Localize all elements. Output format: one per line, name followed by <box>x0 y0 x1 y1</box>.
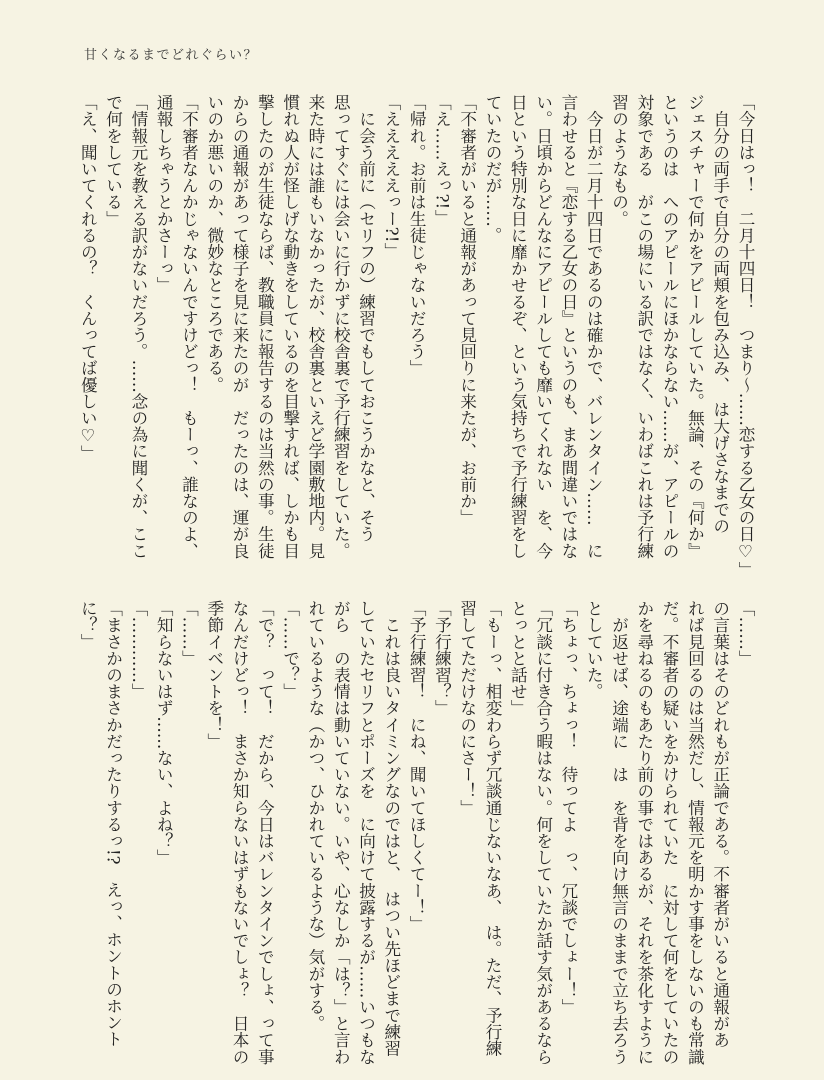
text-line: 「予行練習？」 <box>432 600 452 717</box>
text-line: いのか悪いのか、微妙なところである。 <box>204 94 224 393</box>
text-line: 「…………」 <box>128 600 148 700</box>
text-line: 「もーっ、相変わらず冗談通じないなあ、 は。ただ、予行練 <box>483 600 503 1057</box>
text-line: 「え……えっ?!」 <box>432 94 452 226</box>
text-line: に？」 <box>78 600 98 650</box>
text-line: 撃したのが生徒ならば、教職員に報告するのは当然の事。生徒 <box>255 94 275 559</box>
text-line: 習のようなもの。 <box>609 94 629 227</box>
text-line: に会う前に（セリフの）練習でもしておこうかなと、そう <box>356 94 376 543</box>
text-line: 「情報元を教える訳がないだろう。……念の為に聞くが、ここ <box>128 94 148 559</box>
text-line: で何をしている」 <box>103 94 123 227</box>
text-line: 「えええええっー?!」 <box>381 94 401 259</box>
text-line: 習してただけなのにさー！」 <box>457 600 477 816</box>
text-line: ていたのだが……。 <box>483 94 503 244</box>
text-line: とっとと話せ」 <box>508 600 528 717</box>
text-line: 「え、聞いてくれるの？ くんってば優しい♡」 <box>78 94 98 462</box>
text-line: 「知らないはず……ない、よね？」 <box>154 600 174 866</box>
text-line: 自分の両手で自分の両頬を包み込み、 は大げさなまでの <box>710 94 730 534</box>
text-line: 「……」 <box>736 600 755 667</box>
text-line: い。日頃からどんなにアピールしても靡いてくれない を、今 <box>533 94 553 559</box>
text-line: かを尋ねるのもあたり前の事ではあるが、それを茶化すように <box>634 600 654 1065</box>
running-header-title: 甘くなるまでどれぐらい？ <box>84 48 259 63</box>
text-line: ジェスチャーで何かをアピールしていた。無論、その『何か』 <box>685 94 705 559</box>
text-line: 「まさかのまさかだったりするっ!? えっ、ホントのホント <box>103 600 123 1048</box>
text-line: 「不審者なんかじゃないんですけどっ！ もーっ、誰なのよ、 <box>179 94 199 559</box>
text-line: 季節イベントを！」 <box>204 600 224 750</box>
text-line: 「で？ って！ だから、今日はバレンタインでしょ、って事 <box>255 600 275 1065</box>
text-line: れているような（かつ、ひかれているような）気がする。 <box>305 600 325 1032</box>
text-line: 「予行練習！ にね、聞いてほしくてー！」 <box>407 600 427 932</box>
text-line: が返せば、途端に は を背を向け無言のままで立ち去ろう <box>609 600 629 1065</box>
text-line: 「帰れ。お前は生徒じゃないだろう」 <box>407 94 427 377</box>
text-line: 「……で？」 <box>280 600 300 700</box>
text-line: がら の表情は動いていない。いや、心なしか「は？」と言わ <box>331 600 351 1065</box>
text-line: 今日が二月十四日であるのは確かで、バレンタイン…… に <box>584 94 604 559</box>
text-block-lower <box>68 600 758 1072</box>
text-line: 慣れぬ人が怪しげな動きをしているのを目撃すれば、しかも目 <box>280 94 300 559</box>
text-line: 対象である がこの場にいる訳ではなく、いわばこれは予行練 <box>634 94 654 559</box>
text-line: 日という特別な日に靡かせるぞ、という気持ちで予行練習をし <box>508 94 528 559</box>
text-line: からの通報があって様子を見に来たのが だったのは、運が良 <box>230 94 250 559</box>
text-line: 「不審者がいると通報があって見回りに来たが、お前か」 <box>457 94 477 526</box>
text-line: 「今日はっ！ 二月十四日！ つまり～……恋する乙女の日♡」 <box>736 94 755 578</box>
text-line: の言葉はそのどれもが正論である。不審者がいると通報があ <box>710 600 730 1049</box>
text-line: だ。不審者の疑いをかけられていた に対して何をしていたの <box>660 600 680 1065</box>
text-line: なんだけどっ！ まさか知らないはずもないでしょ？ 日本の <box>230 600 250 1065</box>
text-line: 「……」 <box>179 600 199 667</box>
text-line: これは良いタイミングなのではと、 はつい先ほどまで練習 <box>381 600 401 1057</box>
text-line: としていた。 <box>584 600 604 700</box>
text-line: 通報しちゃうとかさーっ」 <box>154 94 174 294</box>
text-line: 「ちょっ、ちょっ！ 待ってよ っ、冗談でしょー！」 <box>558 600 578 1015</box>
text-line: 思ってすぐには会いに行かずに校舎裏で予行練習をしていた。 <box>331 94 351 559</box>
text-block-upper <box>68 94 758 578</box>
text-line: 「冗談に付き合う暇はない。何をしていたか話す気があるなら <box>533 600 553 1065</box>
text-line: 言わせると『恋する乙女の日』というのも、まあ間違いではな <box>558 94 578 559</box>
text-line: 来た時には誰もいなかったが、校舎裏といえど学園敷地内。見 <box>305 94 325 559</box>
text-line: していたセリフとポーズを に向けて披露するが……いつもな <box>356 600 376 1065</box>
text-line: というのは へのアピールにほかならない……が、アピールの <box>660 94 680 559</box>
text-line: れば見回るのは当然だし、情報元を明かす事をしないのも常識 <box>685 600 705 1065</box>
